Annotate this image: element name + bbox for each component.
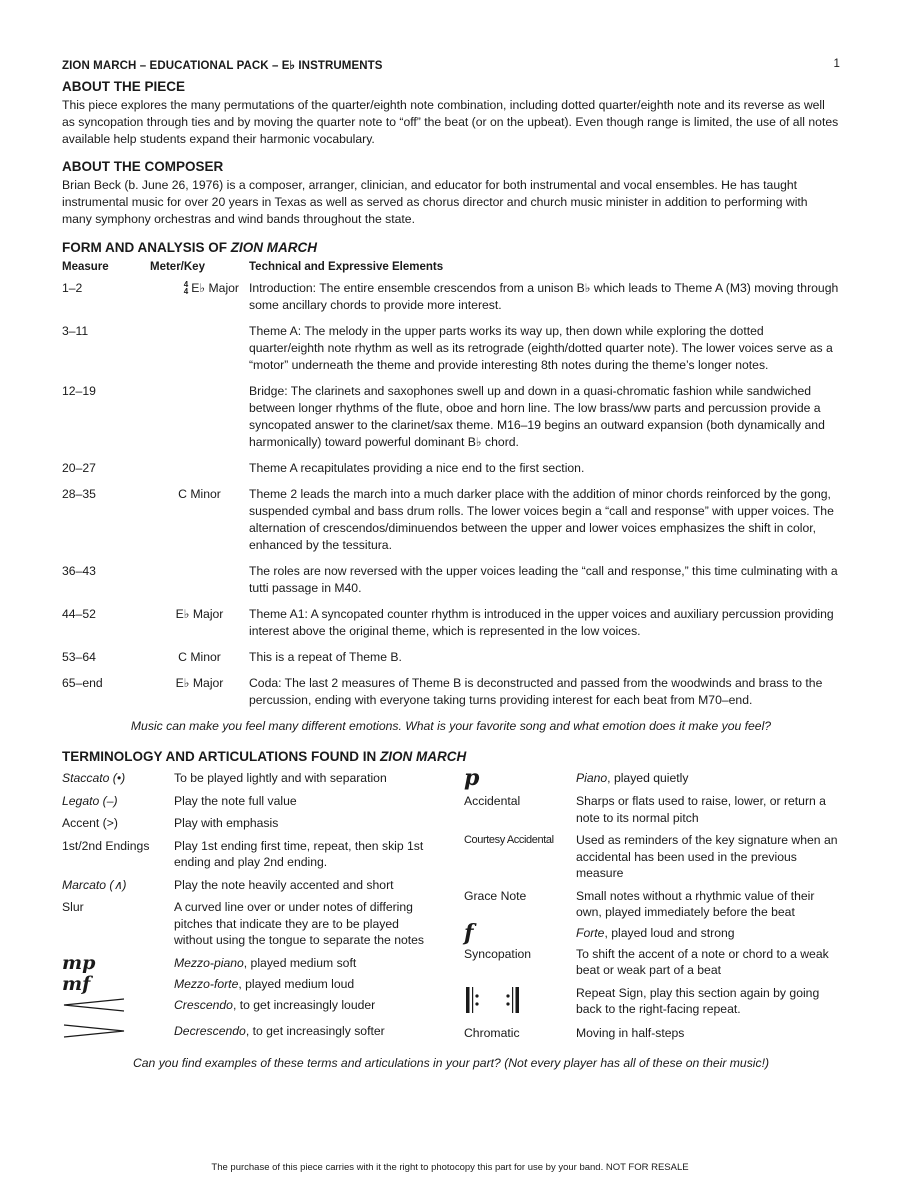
decrescendo-icon	[62, 1023, 174, 1044]
form-analysis-heading	[62, 240, 840, 255]
terms-left-column	[62, 770, 464, 1044]
table-row	[62, 486, 840, 554]
time-signature	[184, 281, 188, 295]
term-definition: Forte, played loud and strong	[576, 925, 735, 940]
meter-cell	[150, 323, 249, 374]
term-row	[62, 899, 464, 949]
term-row	[464, 765, 840, 791]
measure-cell: 3–11	[62, 324, 89, 338]
mezzo-piano-symbol: mp	[62, 951, 96, 974]
term-emphasis: Mezzo-piano	[174, 955, 244, 970]
meter-cell: E♭ Major	[175, 607, 224, 621]
term-row	[62, 793, 464, 810]
term-name: Syncopation	[464, 946, 532, 961]
table-row	[62, 323, 840, 374]
time-signature-top: 4	[183, 280, 189, 289]
crescendo-icon	[62, 997, 174, 1018]
elements-cell: The roles are now reversed with the upper voices leading the “call and response,” this time culminating with a tutti passage in M40.	[249, 564, 838, 595]
term-row	[464, 985, 840, 1020]
meter-cell: C Minor	[178, 650, 221, 664]
col-measure: Measure	[62, 261, 109, 273]
form-heading-prefix: FORM AND ANALYSIS OF	[62, 240, 231, 255]
terms-right-column	[464, 765, 840, 1044]
meter-cell: E♭ Major	[175, 676, 224, 690]
col-elements: Technical and Expressive Elements	[249, 261, 444, 273]
meter-cell: C Minor	[178, 487, 221, 501]
elements-cell: Introduction: The entire ensemble crescendos from a unison B♭ which leads to Theme A (M3) moving through some ancillary chords to provide more interest.	[249, 281, 839, 312]
form-heading-title: ZION MARCH	[230, 240, 318, 255]
measure-cell: 20–27	[62, 461, 96, 475]
term-definition: Crescendo, to get increasingly louder	[174, 997, 376, 1012]
term-row	[62, 972, 464, 995]
term-name: Chromatic	[464, 1026, 520, 1040]
term-emphasis: Crescendo	[174, 997, 233, 1012]
col-meter: Meter/Key	[150, 261, 205, 273]
repeat-sign-icon	[464, 985, 576, 1020]
page-number: 1	[833, 58, 840, 70]
meter-cell	[150, 460, 249, 477]
elements-cell: Theme A1: A syncopated counter rhythm is introduced in the upper voices and auxiliary percussion providing interest above the original theme, which is represented in the low voices.	[249, 607, 834, 638]
meter-cell	[150, 280, 249, 314]
term-definition: Sharps or flats used to raise, lower, or return a note to its normal pitch	[576, 794, 826, 825]
terms-heading-title: ZION MARCH	[380, 749, 467, 764]
term-name-text: Legato (–)	[62, 793, 118, 808]
term-row	[464, 919, 840, 946]
form-question: Music can make you feel many different emotions. What is your favorite song and what emotion does it make you feel?	[130, 719, 772, 733]
measure-cell: 65–end	[62, 676, 103, 690]
about-piece-section	[62, 79, 840, 148]
term-name	[62, 770, 174, 787]
elements-cell: This is a repeat of Theme B.	[249, 650, 402, 664]
term-definition: To be played lightly and with separation	[174, 771, 387, 785]
term-name: Grace Note	[464, 888, 527, 903]
term-definition: Repeat Sign, play this section again by going back to the right-facing repeat.	[576, 985, 820, 1016]
running-header	[62, 58, 840, 72]
measure-cell: 1–2	[62, 281, 83, 295]
term-row	[62, 838, 464, 871]
term-definition: Decrescendo, to get increasingly softer	[174, 1024, 385, 1038]
term-emphasis: Forte	[576, 925, 605, 940]
about-composer-heading: ABOUT THE COMPOSER	[62, 159, 224, 174]
table-row	[62, 383, 840, 451]
table-row	[62, 675, 840, 709]
term-name: Slur	[62, 900, 84, 914]
elements-cell: Theme 2 leads the march into a much darker place with the addition of minor chords reinforced by the gong, suspended cymbal and bass drum rolls. The lower voices begin a “call and response” with upper voices. The alternation of crescendos/diminuendos between the upper and lower voices emphasizes the shift in color, enhanced by the tessitura.	[249, 487, 834, 552]
term-row	[464, 1025, 840, 1042]
table-row	[62, 649, 840, 666]
about-piece-text: This piece explores the many permutations of the quarter/eighth note combination, including dotted quarter/eighth note and its reverse as well as syncopation through ties and by moving the quarter note to “off” the beat (or on the upbeat). Even though range is limited, the use of all notes available help students expand their harmonic vocabulary.	[62, 98, 839, 146]
table-row	[62, 460, 840, 477]
elements-cell: Theme A: The melody in the upper parts works its way up, then down while exploring the dotted quarter/eighth note rhythm as well as its retrograde (eighth/dotted quarter note). The lower voices serve as a “motor” underneath the theme and provide interesting 8th notes during the theme’s longer notes.	[249, 324, 833, 372]
term-name: Accidental	[464, 794, 521, 808]
term-row	[464, 832, 840, 882]
measure-cell: 36–43	[62, 564, 96, 578]
time-signature-bottom: 4	[183, 287, 189, 296]
term-row	[62, 877, 464, 894]
forte-symbol: f	[464, 919, 474, 946]
term-name-text: Marcato (∧)	[62, 877, 127, 892]
term-definition: Mezzo-forte, played medium loud	[174, 976, 355, 991]
measure-cell: 44–52	[62, 607, 96, 621]
term-definition: Moving in half-steps	[576, 1026, 685, 1040]
document-title: ZION MARCH – EDUCATIONAL PACK – E♭ INSTRUMENTS	[62, 60, 383, 72]
term-emphasis: Piano	[576, 771, 608, 785]
term-definition: Used as reminders of the key signature when an accidental has been used in the previous measure	[576, 833, 838, 880]
terms-question: Can you find examples of these terms and articulations in your part? (Not every player has all of these on their music!)	[132, 1055, 770, 1070]
term-row	[464, 946, 840, 979]
term-definition: Play with emphasis	[174, 816, 279, 830]
mezzo-forte-symbol: mf	[62, 972, 91, 995]
page	[62, 58, 840, 1070]
term-row	[62, 951, 464, 974]
about-composer-section	[62, 159, 840, 228]
term-name-text: Staccato (•)	[62, 771, 126, 785]
term-definition: Play 1st ending first time, repeat, then skip 1st ending and play 2nd ending.	[174, 838, 424, 869]
elements-cell: Bridge: The clarinets and saxophones swell up and down in a quasi-chromatic fashion while sandwiched between longer rhythms of the flute, oboe and horn line. The low brass/ww parts and percussion provide a syncopated answer to the clarinet/sax theme. M16–19 begins an outward expansion (both dynamically and harmonically) toward powerful dominant B♭ chord.	[249, 384, 825, 449]
term-emphasis: Mezzo-forte	[174, 976, 239, 991]
term-definition: A curved line over or under notes of differing pitches that indicate they are to be played without using the tongue to separate the notes	[174, 900, 425, 947]
terminology-heading	[62, 749, 840, 764]
term-row	[464, 793, 840, 826]
table-row	[62, 280, 840, 314]
term-name: Courtesy Accidental	[464, 834, 554, 846]
term-definition: Small notes without a rhythmic value of their own, played immediately before the beat	[576, 888, 815, 919]
term-row	[62, 770, 464, 787]
terms-heading-prefix: TERMINOLOGY AND ARTICULATIONS FOUND IN	[62, 749, 380, 764]
term-row	[62, 1023, 464, 1044]
term-definition: Mezzo-piano, played medium soft	[174, 955, 357, 970]
table-row	[62, 563, 840, 597]
term-definition: Play the note heavily accented and short	[174, 877, 394, 892]
term-definition: To shift the accent of a note or chord to a weak beat or weak part of a beat	[576, 946, 829, 977]
term-row	[62, 815, 464, 832]
meter-cell	[150, 563, 249, 597]
meter-cell	[150, 383, 249, 451]
table-row	[62, 606, 840, 640]
term-row	[62, 997, 464, 1018]
terms-grid	[62, 765, 840, 1044]
term-name	[62, 877, 174, 894]
key-label: E♭ Major	[191, 281, 239, 295]
elements-cell: Coda: The last 2 measures of Theme B is deconstructed and passed from the woodwinds and brass to the percussion, ending with everyone taking turns providing interest for each beat from M70–end.	[249, 676, 823, 707]
about-piece-heading: ABOUT THE PIECE	[62, 79, 186, 94]
elements-cell: Theme A recapitulates providing a nice end to the first section.	[249, 461, 585, 475]
term-row	[464, 888, 840, 921]
measure-cell: 12–19	[62, 384, 96, 398]
term-name: 1st/2nd Endings	[62, 838, 150, 853]
term-definition: Play the note full value	[174, 793, 297, 808]
piano-symbol: p	[464, 765, 480, 791]
about-composer-text: Brian Beck (b. June 26, 1976) is a composer, arranger, clinician, and educator for both instrumental and vocal ensembles. He has taught instrumental music for over 20 years in Texas as well as served as chorus director and church music minister in addition to performing with many symphony orchestras and wind bands throughout the state.	[62, 178, 808, 226]
term-name	[62, 793, 174, 810]
term-definition: Piano, played quietly	[576, 771, 689, 785]
footer-notice: The purchase of this piece carries with it the right to photocopy this part for use by your band. NOT FOR RESALE	[211, 1162, 689, 1173]
form-table-header	[62, 261, 840, 273]
measure-cell: 28–35	[62, 487, 96, 501]
term-name: Accent (>)	[62, 816, 118, 830]
measure-cell: 53–64	[62, 650, 96, 664]
terminology-section	[62, 749, 840, 1070]
term-emphasis: Decrescendo	[174, 1024, 246, 1038]
form-analysis-section	[62, 240, 840, 733]
